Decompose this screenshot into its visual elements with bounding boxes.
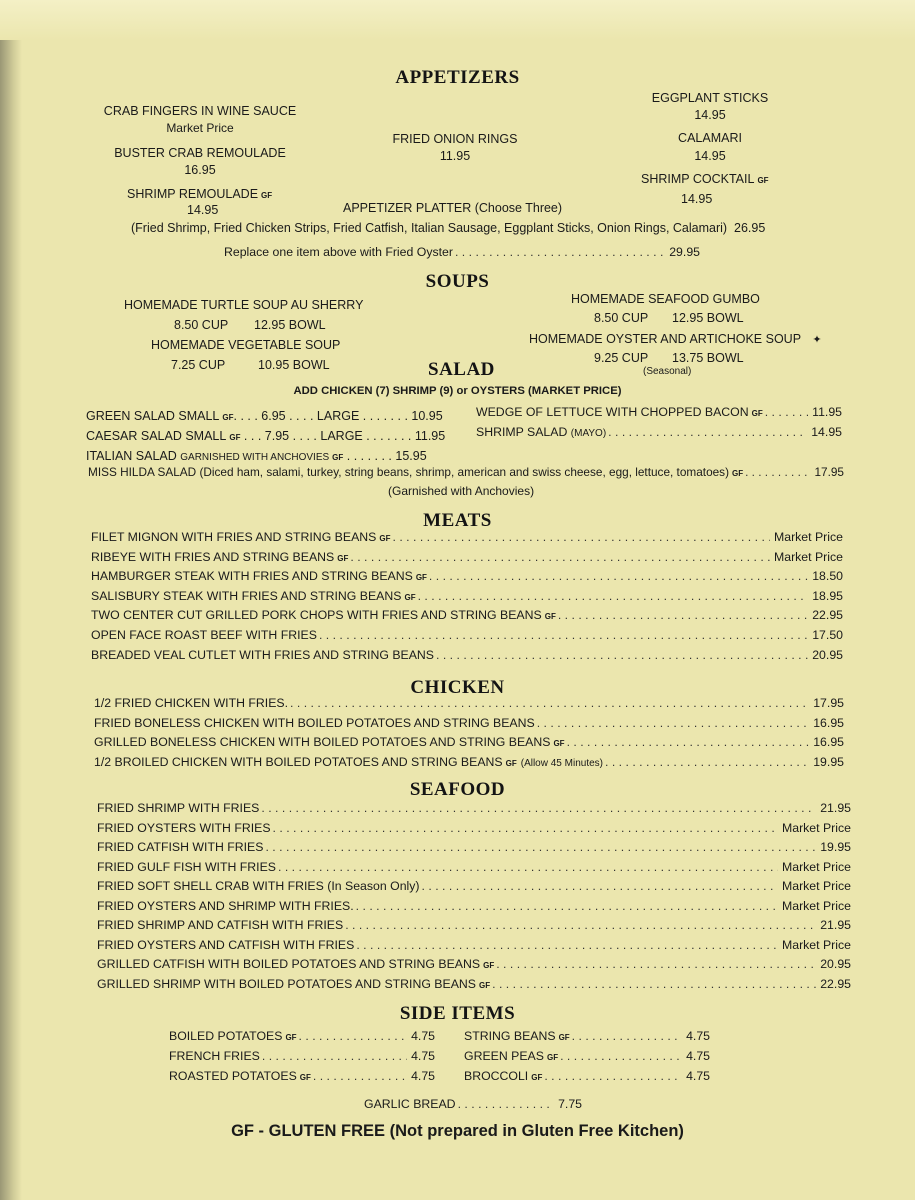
- soup-vegetable-cup: 7.25 CUP: [171, 358, 226, 372]
- soup-turtle-bowl: 12.95 BOWL: [254, 318, 326, 332]
- dot-leader: [350, 550, 770, 564]
- item-name: CRAB FINGERS IN WINE SAUCE: [103, 104, 297, 118]
- soup-turtle: HOMEMADE TURTLE SOUP AU SHERRY: [124, 298, 364, 312]
- item-name: FRIED ONION RINGS: [392, 132, 518, 146]
- gf-marker: GF: [332, 453, 344, 462]
- menu-item-eggplant: [620, 91, 800, 122]
- salad-add-ons: ADD CHICKEN (7) SHRIMP (9) or OYSTERS (MARKET PRICE): [293, 385, 622, 397]
- chicken-item: [94, 716, 844, 730]
- seafood-item: [97, 938, 851, 952]
- item-name: FRENCH FRIES: [169, 1049, 260, 1063]
- item-price: Market Price: [781, 937, 851, 952]
- soup-turtle-cup: 8.50 CUP: [174, 318, 229, 332]
- item-name: GRILLED SHRIMP WITH BOILED POTATOES AND STRING BEANS: [97, 976, 476, 991]
- soup-vegetable: HOMEMADE VEGETABLE SOUP: [151, 338, 341, 352]
- item-name: CALAMARI: [678, 131, 742, 145]
- gf-marker: GF: [415, 573, 427, 583]
- dot-leader: [567, 735, 810, 749]
- seafood-item: [97, 918, 851, 932]
- dot-leader: [429, 569, 808, 583]
- gluten-free-footnote: GF - GLUTEN FREE (Not prepared in Gluten Free Kitchen): [231, 1122, 684, 1140]
- soup-vegetable-bowl: 10.95 BOWL: [258, 358, 330, 372]
- gf-marker: GF: [505, 758, 517, 768]
- dot-leader: [392, 530, 770, 544]
- seafood-item: [97, 860, 851, 874]
- dot-leader: [265, 840, 816, 854]
- item-price-small: 6.95: [261, 409, 286, 423]
- soup-oyster-artichoke: [529, 332, 822, 346]
- soup-oyster-bowl: 13.75 BOWL: [672, 351, 744, 365]
- item-price: 14.95: [694, 108, 726, 122]
- large-label: LARGE: [320, 429, 363, 443]
- meat-item: [91, 589, 843, 603]
- large-label: LARGE: [316, 409, 360, 423]
- item-name: GREEN SALAD SMALL: [86, 409, 220, 423]
- shrimp-cocktail-price: 14.95: [681, 192, 713, 206]
- item-price: 20.95: [820, 957, 851, 971]
- item-price: 26.95: [734, 221, 766, 235]
- item-price: 7.75: [558, 1097, 582, 1111]
- item-name: HOMEMADE OYSTER AND ARTICHOKE SOUP: [529, 332, 801, 346]
- item-name: WEDGE OF LETTUCE WITH CHOPPED BACON: [476, 405, 749, 419]
- gf-marker: GF: [299, 1073, 311, 1082]
- item-price: 4.75: [411, 1069, 435, 1083]
- item-name: ITALIAN SALAD: [86, 449, 177, 463]
- gf-marker: GF: [261, 191, 273, 200]
- dot-leader: [422, 879, 778, 893]
- gf-marker: GF: [379, 534, 391, 543]
- item-name: TWO CENTER CUT GRILLED PORK CHOPS WITH FRIES AND STRING BEANS: [91, 608, 542, 623]
- item-name: FRIED OYSTERS AND CATFISH WITH FRIES: [97, 937, 355, 952]
- page-top-shade: [0, 0, 915, 40]
- item-price: 16.95: [184, 163, 216, 177]
- side-item: [464, 1069, 710, 1083]
- dot-leader: [319, 628, 808, 642]
- item-name: FRIED CATFISH WITH FRIES: [97, 840, 264, 854]
- item-name: GRILLED BONELESS CHICKEN WITH BOILED POTATOES AND STRING BEANS: [94, 735, 551, 750]
- dot-leader: [290, 696, 809, 710]
- item-name: FRIED BONELESS CHICKEN WITH BOILED POTATOES AND STRING BEANS: [94, 715, 535, 730]
- menu-item-buster-crab: [100, 146, 300, 177]
- item-name: FRIED SOFT SHELL CRAB WITH FRIES (In Season Only): [97, 879, 420, 893]
- item-price: 4.75: [686, 1069, 710, 1083]
- item-name: RIBEYE WITH FRIES AND STRING BEANS: [91, 549, 335, 564]
- menu-item-shrimp-remoulade: [127, 187, 272, 201]
- item-name: SALISBURY STEAK WITH FRIES AND STRING BEANS: [91, 588, 402, 603]
- soup-gumbo-cup: 8.50 CUP: [594, 311, 649, 325]
- side-item: [464, 1029, 710, 1043]
- dot-leader: [278, 860, 778, 874]
- dot-leader: [418, 589, 809, 603]
- side-items-heading: SIDE ITEMS: [399, 1003, 516, 1024]
- item-name: FRIED SHRIMP AND CATFISH WITH FRIES: [97, 918, 344, 932]
- item-price: 22.95: [820, 976, 851, 991]
- item-price-large: 11.95: [414, 429, 446, 443]
- side-item: [169, 1049, 435, 1063]
- item-name: BUSTER CRAB REMOULADE: [114, 146, 286, 160]
- gf-marker: GF: [751, 409, 763, 418]
- gf-marker: GF: [285, 1033, 297, 1042]
- dot-leader: [492, 977, 816, 991]
- item-name: 1/2 FRIED CHICKEN WITH FRIES.: [94, 696, 289, 710]
- item-price: 4.75: [411, 1049, 435, 1063]
- side-garlic-bread: [364, 1097, 582, 1111]
- dot-leader: [608, 425, 807, 439]
- item-name: BOILED POTATOES: [169, 1029, 283, 1043]
- dot-leader: [455, 245, 665, 259]
- item-price: 17.95: [814, 465, 844, 479]
- item-price: Market Price: [781, 820, 851, 835]
- appetizers-heading: APPETIZERS: [395, 67, 520, 88]
- item-price: 4.75: [686, 1029, 710, 1043]
- salad-miss-hilda: [88, 465, 844, 479]
- dot-leader: [560, 1049, 682, 1063]
- salad-shrimp: [476, 425, 842, 439]
- salad-wedge: [476, 405, 842, 419]
- meat-item: [91, 628, 843, 642]
- item-price: 17.95: [813, 696, 844, 710]
- dot-leader: [262, 1049, 407, 1063]
- seafood-item: [97, 801, 851, 815]
- dot-leader: [356, 899, 778, 913]
- dot-leader: [273, 821, 778, 835]
- item-price: 14.95: [811, 425, 842, 439]
- item-price: Market Price: [781, 879, 851, 893]
- item-name: SHRIMP REMOULADE: [127, 187, 259, 201]
- meat-item: [91, 569, 843, 583]
- salad-miss-hilda-note: (Garnished with Anchovies): [388, 484, 535, 498]
- chicken-item: [94, 755, 844, 769]
- dot-leader: [765, 405, 808, 419]
- item-name: GRILLED CATFISH WITH BOILED POTATOES AND STRING BEANS: [97, 957, 481, 971]
- pen-mark-icon: ✦: [812, 334, 822, 346]
- item-name: FRIED GULF FISH WITH FRIES: [97, 859, 276, 874]
- item-price: 15.95: [395, 449, 427, 463]
- item-name: OPEN FACE ROAST BEEF WITH FRIES: [91, 628, 317, 642]
- item-price: 18.50: [812, 569, 843, 584]
- item-price: 19.95: [813, 754, 844, 769]
- item-price: Market Price: [166, 121, 234, 135]
- item-name: SHRIMP SALAD: [476, 425, 568, 439]
- seafood-item: [97, 840, 851, 854]
- item-price: 21.95: [820, 918, 851, 932]
- platter-replace-line: [224, 245, 700, 259]
- item-name: FILET MIGNON WITH FRIES AND STRING BEANS: [91, 530, 377, 544]
- item-name: HAMBURGER STEAK WITH FRIES AND STRING BEANS: [91, 569, 413, 584]
- meat-item: [91, 608, 843, 622]
- menu-item-shrimp-cocktail: [641, 172, 769, 186]
- item-name: FRIED SHRIMP WITH FRIES: [97, 801, 260, 815]
- soup-oyster-seasonal: (Seasonal): [643, 366, 692, 377]
- item-price: Market Price: [781, 898, 851, 913]
- meat-item: [91, 530, 843, 544]
- item-name: 1/2 BROILED CHICKEN WITH BOILED POTATOES AND STRING BEANS: [94, 754, 503, 769]
- salad-heading: SALAD: [428, 359, 495, 380]
- chicken-item: [94, 696, 844, 710]
- gf-marker: GF: [229, 433, 241, 442]
- side-item: [169, 1069, 435, 1083]
- item-price: 16.95: [813, 715, 844, 730]
- salad-italian: ITALIAN SALAD GARNISHED WITH ANCHOVIES GF . . . . . . . 15.95: [86, 449, 427, 463]
- meat-item: [91, 648, 843, 662]
- item-price: 19.95: [820, 840, 851, 854]
- appetizer-platter: APPETIZER PLATTER (Choose Three): [343, 201, 563, 215]
- gf-marker: GF: [553, 739, 565, 749]
- dot-leader: [745, 465, 810, 479]
- soups-heading: SOUPS: [425, 271, 490, 292]
- appetizer-platter-description: [131, 221, 765, 235]
- chicken-item: [94, 735, 844, 749]
- item-name: Replace one item above with Fried Oyster: [224, 245, 453, 259]
- dot-leader: [558, 608, 808, 622]
- item-name: GARLIC BREAD: [364, 1097, 456, 1111]
- item-price: 4.75: [411, 1029, 435, 1043]
- item-price: 14.95: [694, 149, 726, 163]
- dot-leader: [436, 648, 808, 662]
- item-name: BROCCOLI: [464, 1069, 529, 1083]
- side-item: [169, 1029, 435, 1043]
- salad-caesar: CAESAR SALAD SMALL GF . . . 7.95 . . . . LARGE . . . . . . . 11.95: [86, 429, 446, 443]
- salad-green: GREEN SALAD SMALL GF. . . . 6.95 . . . . LARGE . . . . . . . 10.95: [86, 409, 443, 423]
- dot-leader: [458, 1097, 554, 1111]
- gf-marker: GF: [479, 980, 491, 990]
- gf-marker: GF: [483, 961, 495, 970]
- meats-heading: MEATS: [423, 510, 492, 531]
- menu-item-calamari: [620, 131, 800, 163]
- item-price-large: 10.95: [411, 409, 443, 423]
- item-price: Market Price: [781, 859, 851, 874]
- item-name: BREADED VEAL CUTLET WITH FRIES AND STRING BEANS: [91, 647, 435, 662]
- seafood-item: [97, 821, 851, 835]
- item-price: 11.95: [812, 405, 842, 419]
- item-name: SHRIMP COCKTAIL: [641, 172, 755, 186]
- item-price: 21.95: [820, 801, 851, 815]
- meat-item: [91, 550, 843, 564]
- gf-marker: GF: [222, 413, 234, 422]
- gf-marker: GF: [732, 469, 744, 478]
- item-note: GARNISHED WITH ANCHOVIES: [180, 452, 330, 463]
- soup-gumbo: HOMEMADE SEAFOOD GUMBO: [571, 292, 760, 306]
- gf-marker: GF: [337, 553, 349, 563]
- soup-gumbo-bowl: 12.95 BOWL: [672, 311, 744, 325]
- gf-marker: GF: [757, 176, 769, 185]
- dot-leader: [537, 716, 810, 730]
- dot-leader: [299, 1029, 408, 1043]
- item-price: 20.95: [812, 647, 843, 662]
- dot-leader: [496, 957, 816, 971]
- item-price-small: 7.95: [264, 429, 290, 443]
- gf-marker: GF: [546, 1053, 559, 1062]
- item-description: (Fried Shrimp, Fried Chicken Strips, Fried Catfish, Italian Sausage, Eggplant Sticks, Onion Rings, Calamari): [131, 221, 728, 235]
- dot-leader: [572, 1029, 682, 1043]
- item-price: 16.95: [813, 735, 844, 750]
- item-name: EGGPLANT STICKS: [651, 91, 769, 105]
- item-name: MISS HILDA SALAD (Diced ham, salami, turkey, string beans, shrimp, american and swiss cheese, egg, lettuce, tomatoes): [88, 465, 730, 479]
- item-price: 29.95: [669, 245, 700, 259]
- menu-item-crab-fingers: [90, 104, 310, 135]
- item-name: ROASTED POTATOES: [169, 1069, 297, 1083]
- item-name: CAESAR SALAD SMALL: [86, 429, 227, 443]
- dot-leader: [261, 801, 816, 815]
- menu-item-onion-rings: [370, 132, 540, 163]
- item-price: 11.95: [439, 149, 471, 163]
- dot-leader: [605, 755, 809, 769]
- seafood-item: [97, 957, 851, 971]
- seafood-item: [97, 977, 851, 991]
- gf-marker: GF: [544, 612, 556, 622]
- item-price: 18.95: [812, 588, 843, 603]
- seafood-item: [97, 879, 851, 893]
- seafood-heading: SEAFOOD: [409, 779, 506, 800]
- gf-marker: GF: [531, 1073, 543, 1082]
- side-item: [464, 1049, 710, 1063]
- item-name: STRING BEANS: [464, 1029, 556, 1043]
- item-price: Market Price: [773, 549, 843, 564]
- item-name: FRIED OYSTERS AND SHRIMP WITH FRIES.: [97, 898, 354, 913]
- gf-marker: GF: [558, 1033, 570, 1042]
- dot-leader: [544, 1069, 682, 1083]
- item-name: GREEN PEAS: [464, 1049, 544, 1063]
- dot-leader: [313, 1069, 407, 1083]
- shrimp-remoulade-price: 14.95: [187, 203, 219, 217]
- gf-marker: GF: [404, 592, 416, 602]
- dot-leader: [345, 918, 816, 932]
- item-note: (Allow 45 Minutes): [520, 757, 603, 769]
- chicken-heading: CHICKEN: [410, 677, 505, 698]
- item-name: FRIED OYSTERS WITH FRIES: [97, 820, 271, 835]
- seafood-item: [97, 899, 851, 913]
- item-price: 22.95: [812, 608, 843, 623]
- dot-leader: [356, 938, 778, 952]
- item-price: 4.75: [686, 1049, 710, 1063]
- item-note: (MAYO): [570, 428, 607, 439]
- item-price: 17.50: [812, 628, 843, 642]
- item-price: Market Price: [773, 530, 843, 544]
- soup-oyster-cup: 9.25 CUP: [594, 351, 649, 365]
